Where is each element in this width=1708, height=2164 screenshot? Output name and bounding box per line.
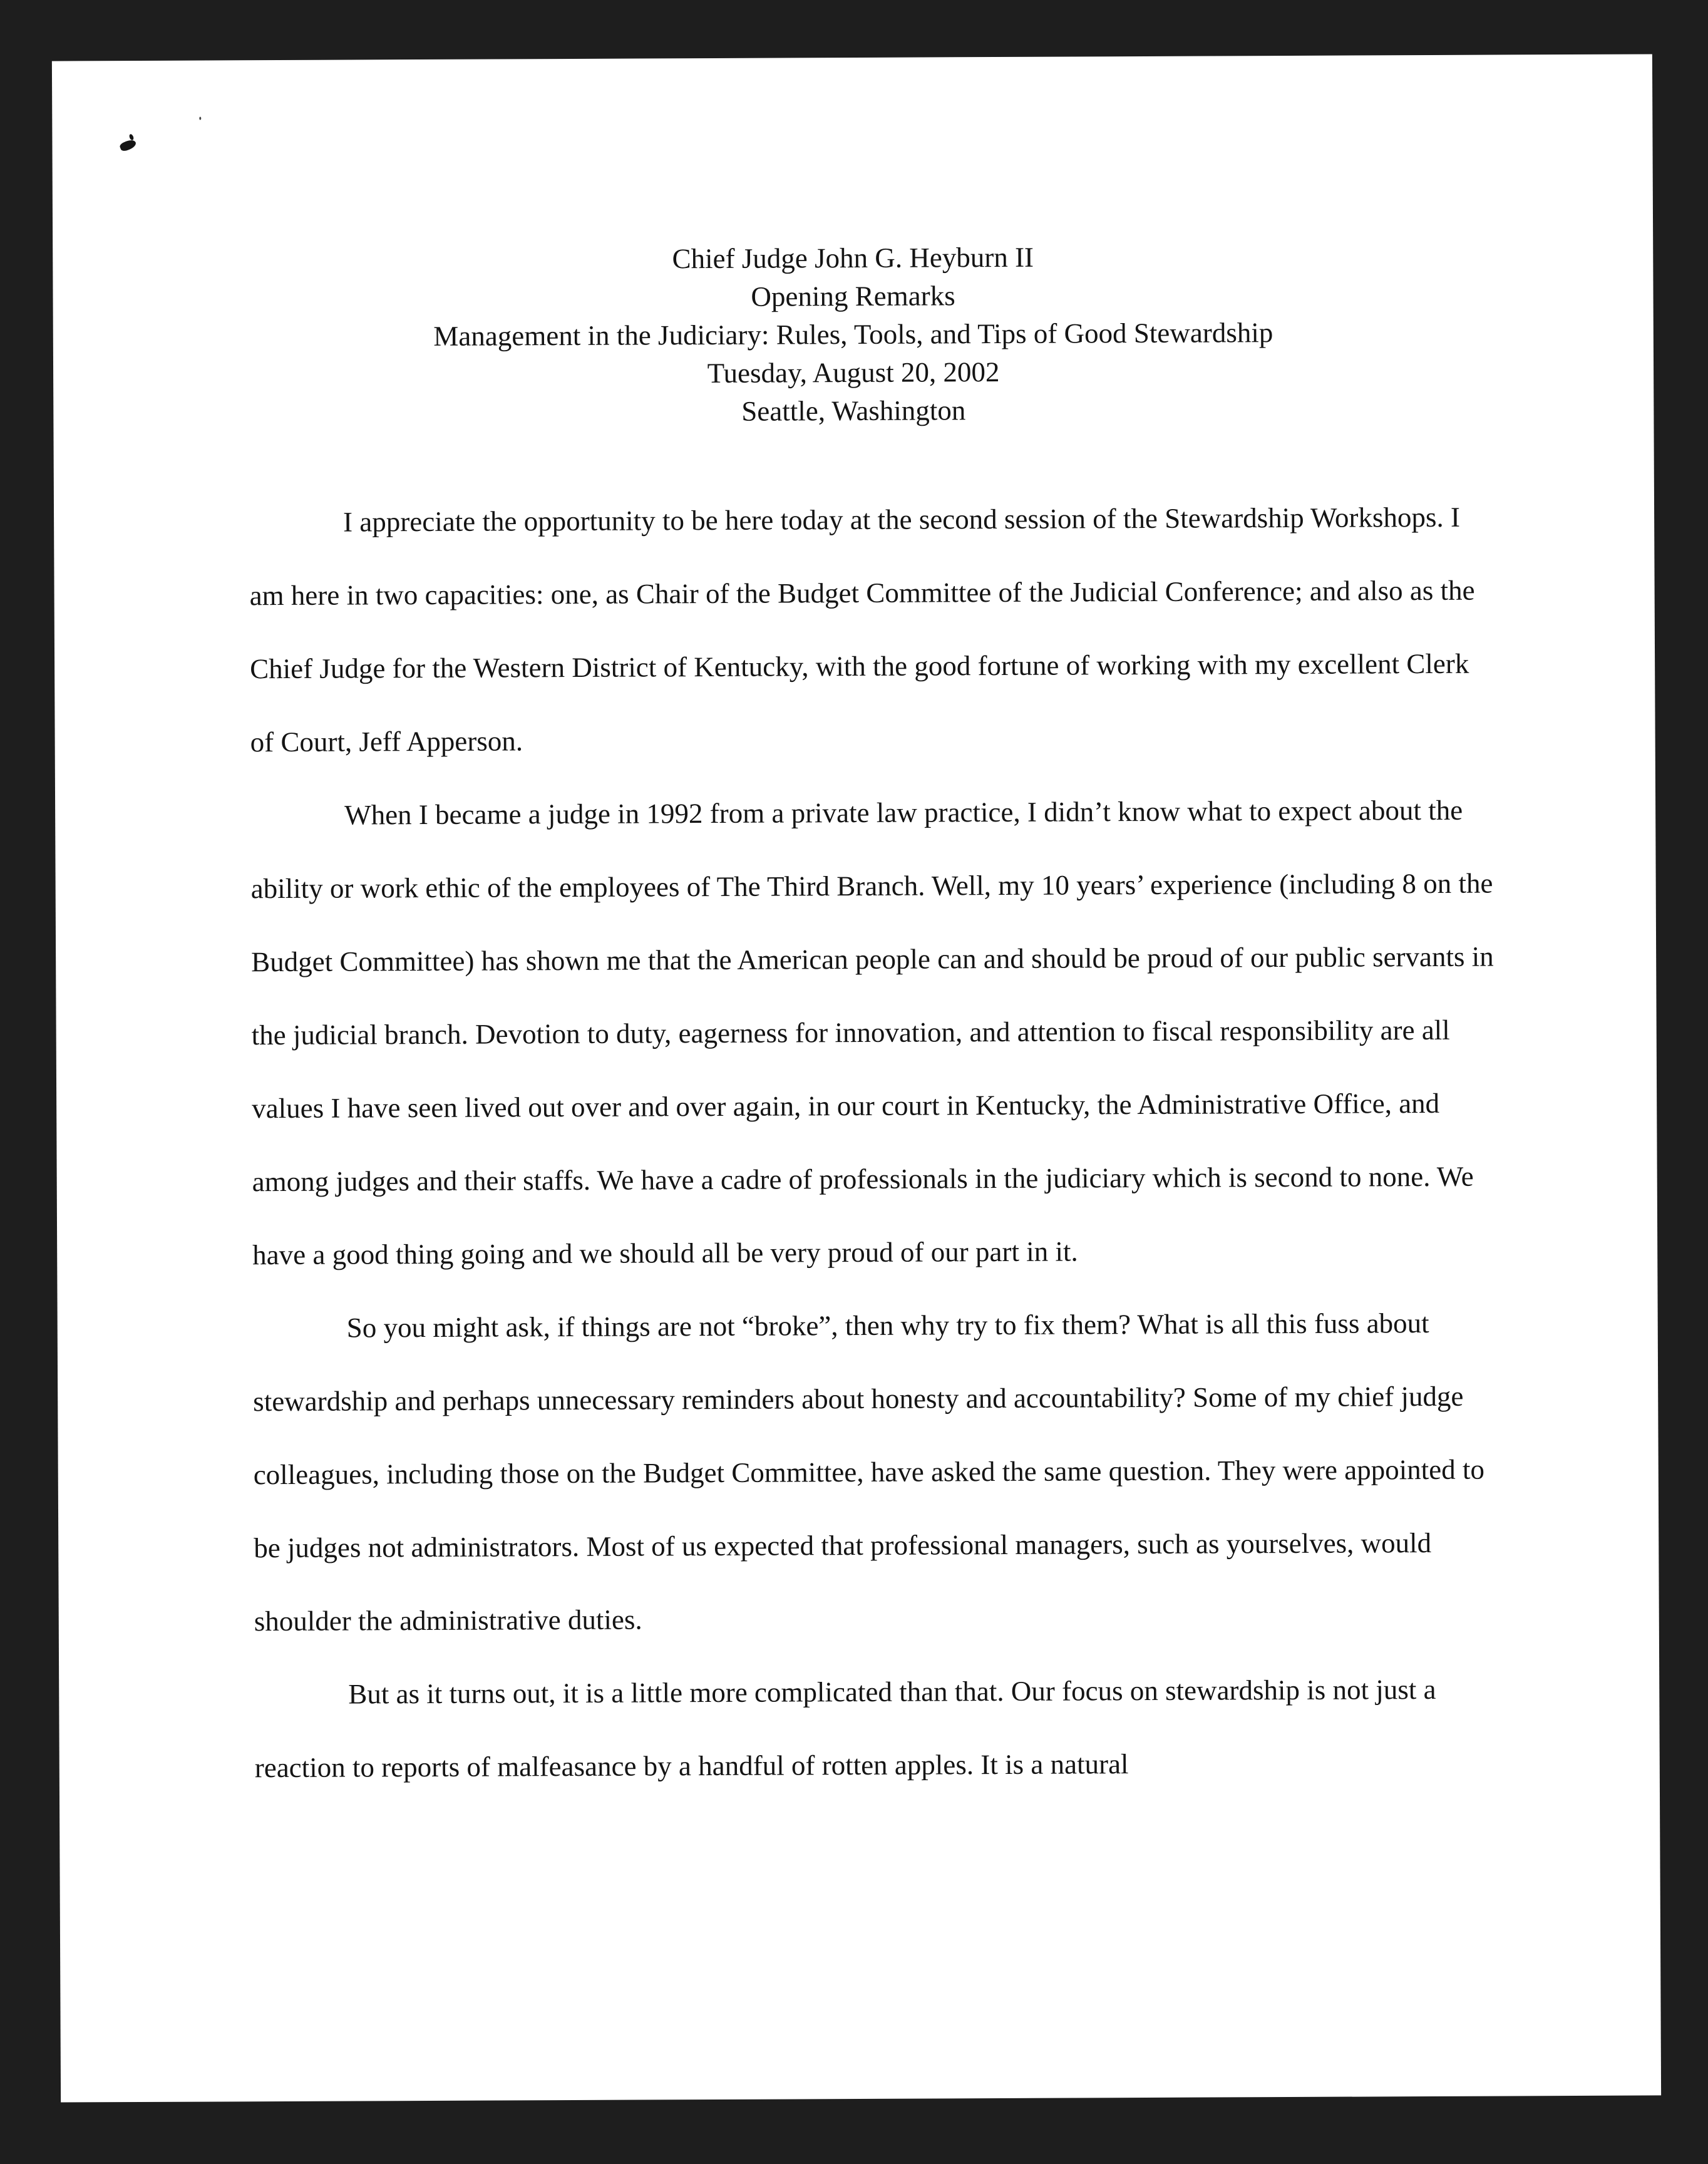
paragraph: I appreciate the opportunity to be here today at the second session of the Stewardship Workshops. I am here in two capacities: one, as Chair of the Budget Committee of the Judicial Conference; and also as the Chief Judge for the Western District of Kentucky, with the good fortune of working with my excellent Clerk of Court, Jeff Apperson. [249, 501, 1475, 758]
paragraph: So you might ask, if things are not “broke”, then why try to fix them? What is all this fuss about stewardship and perhaps unnecessary reminders about honesty and accountability? Some of my chief judge colleagues, including those on the Budget Committee, have asked the same question. They were appointed to be judges not administrators. Most of us expected that professional managers, such as yourselves, would shoulder the administrative duties. [253, 1307, 1485, 1637]
paragraph: When I became a judge in 1992 from a private law practice, I didn’t know what to expect about the ability or work ethic of the employees of The Third Branch. Well, my 10 years’ experience (including 8 on the Budget Committee) has shown me that the American people can and should be proud of our public servants in the judicial branch. Devotion to duty, eagerness for innovation, and attention to fiscal responsibility are all values I have seen lived out over and over again, in our court in Kentucky, the Administrative Office, and among judges and their staffs. We have a cadre of professionals in the judiciary which is second to none. We have a good thing going and we should all be very proud of our part in it. [250, 794, 1494, 1271]
paragraph: But as it turns out, it is a little more complicated than that. Our focus on stewardship is not just a reaction to reports of malfeasance by a handful of rotten apples. It is a natural [254, 1673, 1436, 1784]
stray-ink-mark [119, 138, 137, 153]
document-header [53, 235, 1654, 433]
event-date: Tuesday, August 20, 2002 [707, 356, 1000, 389]
document-body [249, 481, 1504, 1805]
remarks-title: Opening Remarks [751, 280, 955, 312]
event-location: Seattle, Washington [741, 394, 966, 427]
speaker-line: Chief Judge John G. Heyburn II [672, 241, 1034, 275]
event-title: Management in the Judiciary: Rules, Tools, and Tips of Good Stewardship [433, 317, 1273, 352]
stray-ink-dot [199, 117, 201, 120]
document-page [52, 54, 1661, 2102]
